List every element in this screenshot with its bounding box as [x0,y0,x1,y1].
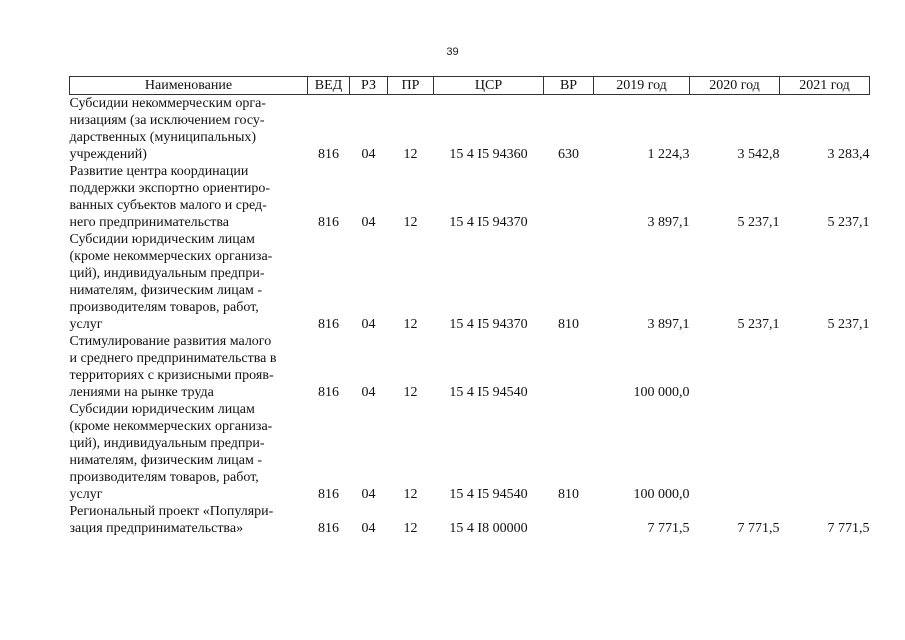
row-ved: 816 [318,317,339,332]
row-rz: 04 [361,317,376,332]
table-row [70,503,870,537]
row-value-2021: 3 283,4 [827,147,870,162]
row-value-2021 [780,401,870,503]
row-name-line: производителям товаров, работ, [69,300,259,315]
table-row [70,95,870,164]
row-value-2021 [780,333,870,401]
column-header-ved: ВЕД [308,77,350,95]
row-value-2021: 7 771,5 [827,521,870,536]
row-name-line: поддержки экспортно ориентиро- [69,181,271,196]
row-value-2020: 5 237,1 [737,317,780,332]
row-name-line: низациям (за исключением госу- [69,113,265,128]
row-name [70,503,308,537]
row-name-line: и среднего предпринимательства в [69,351,277,366]
row-name-line: Стимулирование развития малого [69,334,272,349]
row-vr: 630 [558,147,579,162]
row-name-line: дарственных (муниципальных) [69,130,257,145]
row-name-line: Региональный проект «Популяри- [69,504,274,519]
row-csr: 15 4 I5 94370 [449,317,528,332]
row-pr: 12 [403,147,418,162]
row-name [70,333,308,401]
row-name-line: (кроме некоммерческих организа- [69,419,273,434]
row-ved: 816 [318,521,339,536]
row-name [70,231,308,333]
row-pr: 12 [403,385,418,400]
row-csr: 15 4 I8 00000 [449,521,528,536]
row-value-2020: 3 542,8 [737,147,780,162]
table-row [70,333,870,401]
table-header [70,77,870,95]
row-rz: 04 [361,215,376,230]
row-value-2019: 7 771,5 [647,521,690,536]
row-name-line: территориях с кризисными прояв- [69,368,274,383]
row-ved: 816 [318,147,339,162]
row-name-line: производителям товаров, работ, [69,470,259,485]
row-value-2019: 3 897,1 [647,317,690,332]
column-header-2021: 2021 год [780,77,870,95]
row-value-2020: 7 771,5 [737,521,780,536]
column-header-csr: ЦСР [434,77,544,95]
row-value-2020 [690,333,780,401]
row-name-line: Субсидии юридическим лицам [69,232,255,247]
row-vr: 810 [558,317,579,332]
row-vr [544,503,594,537]
row-pr: 12 [403,521,418,536]
row-value-2019: 3 897,1 [647,215,690,230]
row-name-line: (кроме некоммерческих организа- [69,249,273,264]
row-value-2019: 100 000,0 [633,385,690,400]
row-rz: 04 [361,385,376,400]
row-name-line: Субсидии юридическим лицам [69,402,255,417]
row-ved: 816 [318,385,339,400]
column-header-2020: 2020 год [690,77,780,95]
row-name-line: учреждений) [69,147,147,162]
row-name-line: услуг [69,487,103,502]
row-csr: 15 4 I5 94360 [449,147,528,162]
budget-table [69,76,870,537]
row-name-line: услуг [69,317,103,332]
page-number: 39 [446,46,459,58]
row-pr: 12 [403,317,418,332]
row-csr: 15 4 I5 94540 [449,487,528,502]
row-name-line: ванных субъектов малого и сред- [69,198,267,213]
row-name [70,163,308,231]
row-name-line: него предпринимательства [69,215,230,230]
row-vr [544,333,594,401]
row-name-line: нимателям, физическим лицам - [69,283,262,298]
row-name [70,401,308,503]
row-csr: 15 4 I5 94540 [449,385,528,400]
column-header-rz: РЗ [350,77,388,95]
row-vr: 810 [558,487,579,502]
column-header-pr: ПР [388,77,434,95]
row-name [70,95,308,164]
row-value-2019: 100 000,0 [633,487,690,502]
row-csr: 15 4 I5 94370 [449,215,528,230]
column-header-2019: 2019 год [594,77,690,95]
row-rz: 04 [361,487,376,502]
table-body [70,95,870,538]
row-pr: 12 [403,215,418,230]
header-row [70,77,870,95]
row-name-line: зация предпринимательства» [69,521,244,536]
row-name-line: Развитие центра координации [69,164,249,179]
row-vr [544,163,594,231]
row-name-line: ций), индивидуальным предпри- [69,266,265,281]
row-name-line: ций), индивидуальным предпри- [69,436,265,451]
column-header-vr: ВР [544,77,594,95]
row-rz: 04 [361,521,376,536]
table-row [70,231,870,333]
row-rz: 04 [361,147,376,162]
column-header-name: Наименование [70,77,308,95]
row-value-2020: 5 237,1 [737,215,780,230]
row-value-2021: 5 237,1 [827,317,870,332]
row-pr: 12 [403,487,418,502]
row-ved: 816 [318,487,339,502]
row-value-2021: 5 237,1 [827,215,870,230]
row-name-line: нимателям, физическим лицам - [69,453,262,468]
table-row [70,163,870,231]
table-row [70,401,870,503]
row-name-line: Субсидии некоммерческим орга- [69,96,266,111]
row-value-2020 [690,401,780,503]
row-name-line: лениями на рынке труда [69,385,214,400]
row-value-2019: 1 224,3 [647,147,690,162]
row-ved: 816 [318,215,339,230]
